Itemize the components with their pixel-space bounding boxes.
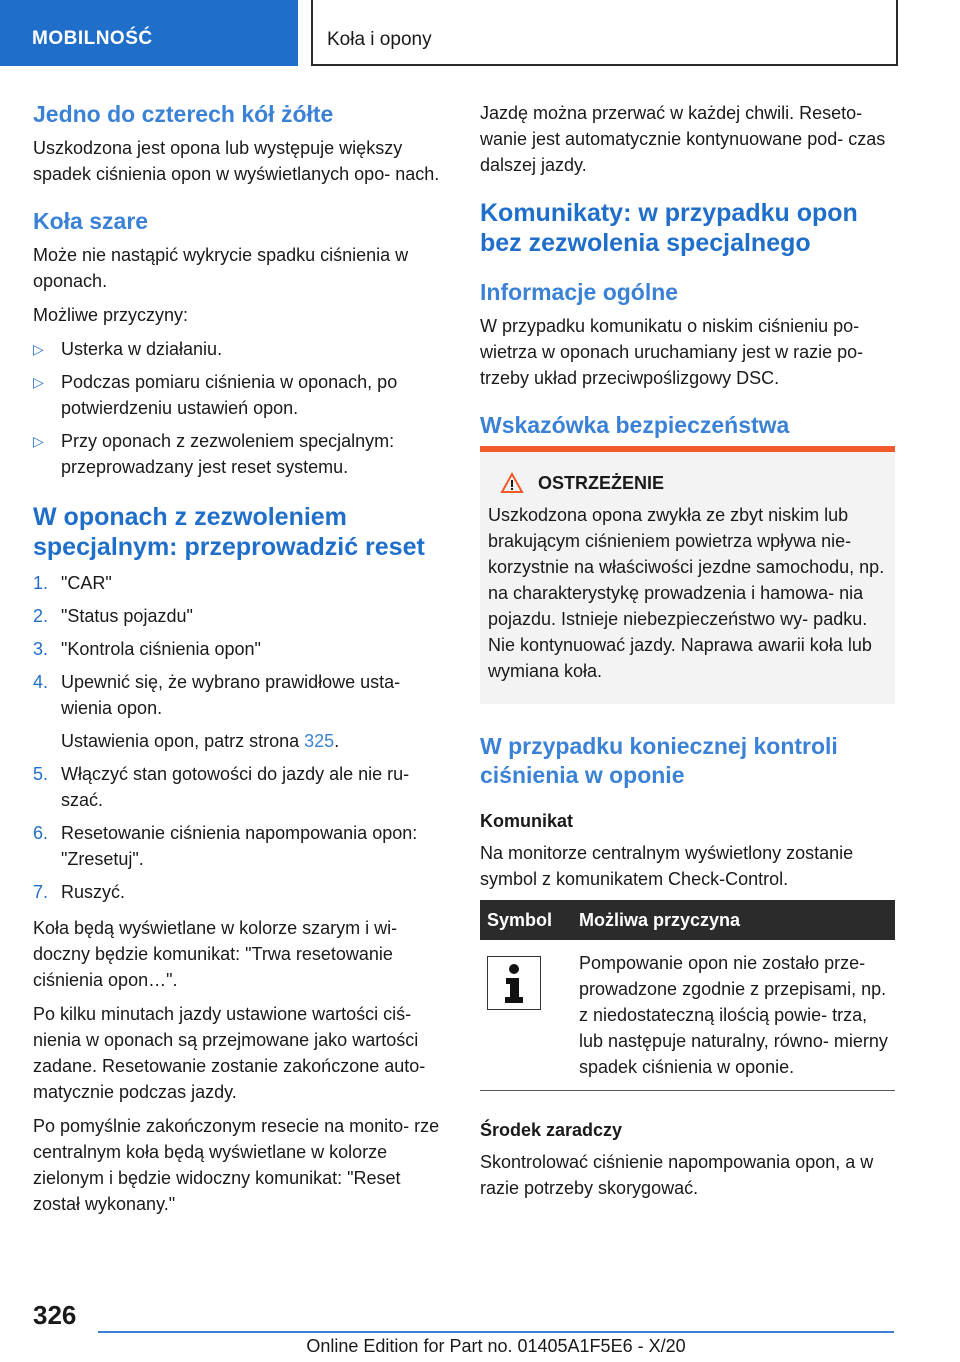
step-note: Ustawienia opon, patrz strona 325. — [61, 731, 340, 751]
heading-messages: Komunikaty: w przypadku opon bez zezwolenia specjalnego — [480, 199, 858, 257]
chapter-title: Koła i opony — [327, 29, 432, 50]
info-icon — [487, 956, 541, 1010]
page-number: 326 — [33, 1300, 77, 1330]
footer-edition: Online Edition for Part no. 01405A1F5E6 - X/20 — [306, 1336, 686, 1356]
label-message: Komunikat — [480, 811, 574, 831]
section-tab — [0, 0, 298, 66]
list-item: ▷ Przy oponach z zezwoleniem specjalnym: przeprowadzany jest reset systemu. — [33, 428, 441, 480]
symbol-table — [480, 900, 895, 1091]
warning-box — [480, 452, 895, 704]
reset-steps — [33, 570, 441, 905]
step-item: 6. Resetowanie ciśnienia napompowania opon: "Zresetuj". — [33, 823, 418, 869]
step-item: 1. "CAR" — [33, 573, 112, 593]
list-item: ▷ Usterka w działaniu. — [33, 336, 441, 362]
chapter-tab — [311, 0, 898, 66]
heading-yellow-wheels: Jedno do czterech kół żółte — [33, 101, 334, 127]
table-cell-cause: Pompowanie opon nie zostało prze- prowadzone zgodnie z przepisami, np. z niedostateczną ilością powie- trza, lub następuje naturalny, równo- mierny spadek ciśnienia w oponie. — [572, 940, 895, 1091]
heading-grey-wheels: Koła szare — [33, 208, 149, 234]
label-remedy: Środek zaradczy — [480, 1120, 623, 1140]
triangle-bullet-icon: ▷ — [33, 341, 44, 357]
warning-title: OSTRZEŻENIE — [488, 472, 887, 494]
heading-pressure-check: W przypadku koniecznej kontroli ciśnienia w oponie — [480, 733, 838, 788]
causes-list — [33, 336, 441, 480]
text-after-reset-1: Koła będą wyświetlane w kolorze szarym i wi- doczny będzie komunikat: "Trwa resetowanie ciśnienia opon…". — [33, 918, 398, 990]
text-interrupt: Jazdę można przerwać w każdej chwili. Reseto- wanie jest automatycznie kontynuowane pod- czas dalszej jazdy. — [480, 103, 886, 175]
section-title: MOBILNOŚĆ — [32, 28, 153, 49]
text-grey-wheels: Może nie nastąpić wykrycie spadku ciśnienia w oponach. — [33, 245, 409, 291]
list-item: ▷ Podczas pomiaru ciśnienia w oponach, po potwierdzeniu ustawień opon. — [33, 369, 441, 421]
text-general-info: W przypadku komunikatu o niskim ciśnieniu po- wietrza w oponach uruchamiany jest w razie po- trzeby układ przeciwpoślizgowy DSC. — [480, 316, 864, 388]
step-item: 7. Ruszyć. — [33, 882, 126, 902]
step-item: 4. Upewnić się, że wybrano prawidłowe usta- wienia opon. Ustawienia opon, patrz strona 325. — [33, 669, 441, 754]
step-item: 3. "Kontrola ciśnienia opon" — [33, 639, 261, 659]
triangle-bullet-icon: ▷ — [33, 374, 44, 390]
step-item: 5. Włączyć stan gotowości do jazdy ale nie ru- szać. — [33, 764, 410, 810]
step-item: 2. "Status pojazdu" — [33, 606, 193, 626]
text-yellow-wheels: Uszkodzona jest opona lub występuje większy spadek ciśnienia opon w wyświetlanych opo- nach. — [33, 138, 440, 184]
footer-divider — [98, 1331, 894, 1333]
warning-triangle-icon — [500, 472, 524, 494]
column-header-cause: Możliwa przyczyna — [572, 900, 895, 940]
text-after-reset-3: Po pomyślnie zakończonym resecie na monito- rze centralnym koła będą wyświetlane w kolorze zielonym i będzie widoczny komunikat: "Reset został wykonany." — [33, 1116, 440, 1214]
table-row — [480, 940, 895, 1091]
heading-reset: W oponach z zezwoleniem specjalnym: przeprowadzić reset — [33, 503, 425, 561]
page-link[interactable]: 325 — [304, 731, 335, 751]
left-column — [33, 100, 441, 1225]
heading-safety: Wskazówka bezpieczeństwa — [480, 412, 790, 438]
right-column — [480, 100, 895, 1209]
text-remedy: Skontrolować ciśnienie napompowania opon, a w razie potrzeby skorygować. — [480, 1152, 874, 1198]
warning-text: Uszkodzona opona zwykła ze zbyt niskim lub brakującym ciśnieniem powietrza wpływa nie- korzystnie na właściwości jezdne samochodu, np. na charakterystykę prowadzenia i hamowa- nia pojazdu. Istnieje niebezpieczeństwo wy- padku. Nie kontynuować jazdy. Naprawa awarii koła lub wymiana koła. — [488, 505, 885, 681]
text-possible-causes: Możliwe przyczyny: — [33, 305, 189, 325]
column-header-symbol: Symbol — [480, 900, 572, 940]
text-after-reset-2: Po kilku minutach jazdy ustawione wartości ciś- nienia w oponach są przejmowane jako wartości zadane. Resetowanie zostanie zakończone auto- matycznie podczas jazdy. — [33, 1004, 426, 1102]
heading-general-info: Informacje ogólne — [480, 279, 679, 305]
text-message: Na monitorze centralnym wyświetlony zostanie symbol z komunikatem Check-Control. — [480, 843, 854, 889]
triangle-bullet-icon: ▷ — [33, 433, 44, 449]
